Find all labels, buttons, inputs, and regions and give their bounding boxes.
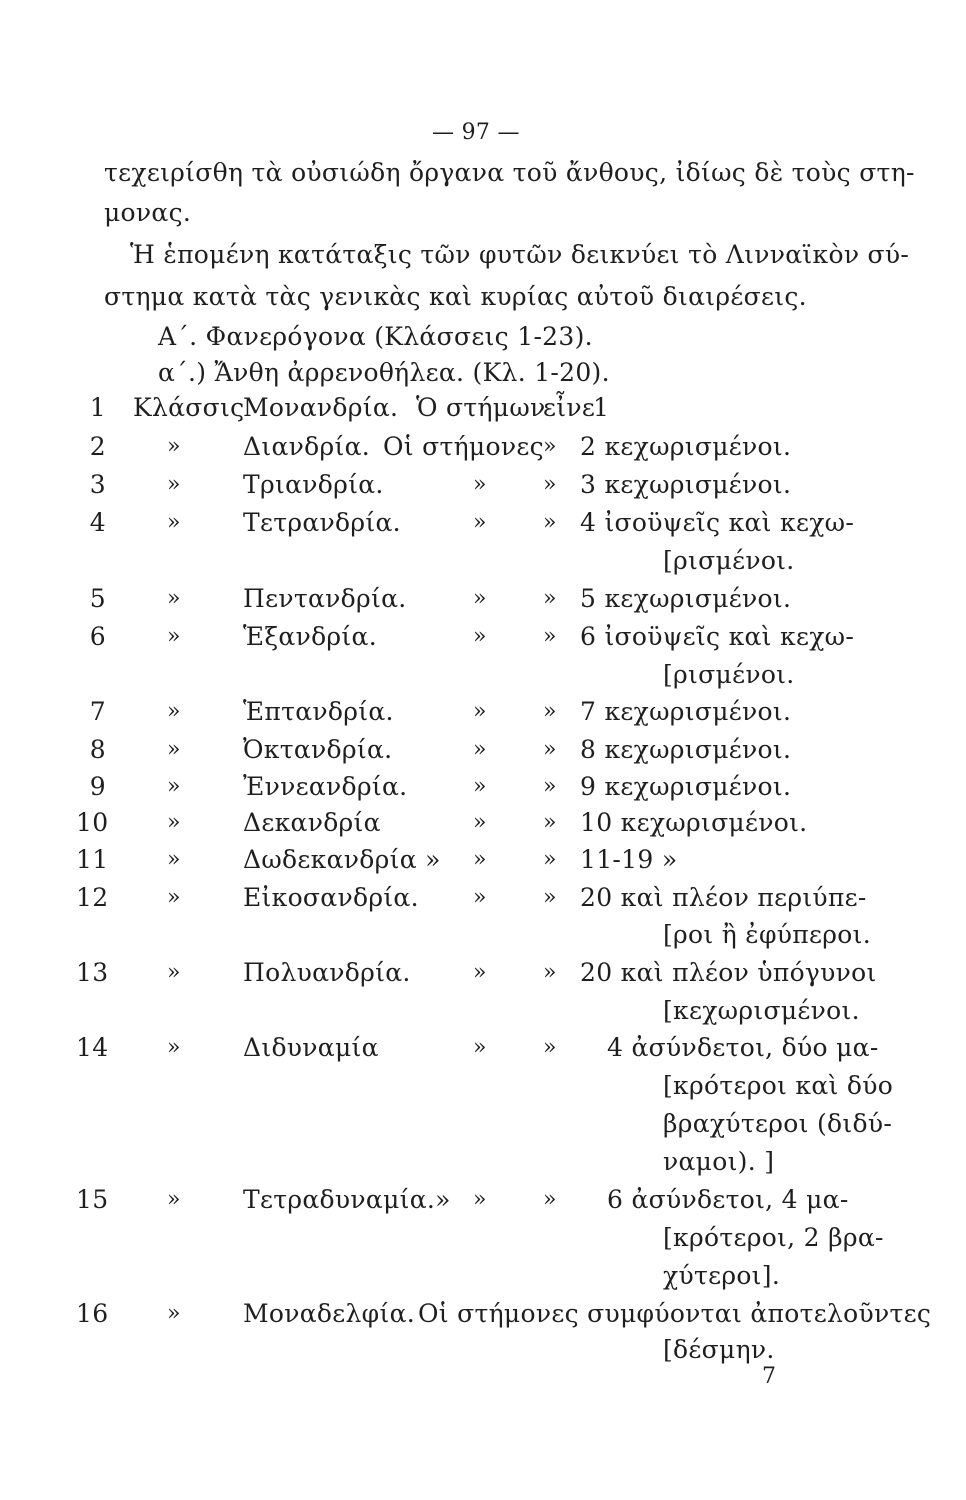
class-description: 5 κεχωρισμένοι. — [580, 584, 792, 613]
class-name: Εἰκοσανδρία. — [243, 883, 419, 912]
ditto-mark: » — [167, 810, 181, 835]
signature-mark: 7 — [762, 1364, 777, 1389]
ditto-mark: » — [543, 810, 557, 835]
ditto-mark: » — [473, 960, 487, 985]
ditto-mark: » — [543, 1187, 557, 1212]
ditto-mark: » — [473, 810, 487, 835]
class-name: Ἑπτανδρία. — [243, 697, 394, 726]
class-description: 20 καὶ πλέον περιύπε- — [580, 883, 867, 912]
ditto-mark: » — [543, 434, 557, 459]
class-number: 7 — [89, 697, 106, 726]
class-name: Τετραδυναμία.» — [243, 1185, 451, 1214]
ditto-mark: » — [543, 774, 557, 799]
ditto-mark: » — [543, 472, 557, 497]
ditto-mark: » — [473, 847, 487, 872]
class-description-continuation: [ρισμένοι. — [663, 546, 795, 575]
intro-line-4: στημα κατὰ τὰς γενικὰς καὶ κυρίας αὐτοῦ διαιρέσεις. — [104, 282, 807, 311]
class-description: 20 καὶ πλέον ὑπόγυνοι — [580, 958, 877, 987]
ditto-mark: » — [167, 510, 181, 535]
class-name: Ἐννεανδρία. — [243, 772, 408, 801]
class-description: 2 κεχωρισμένοι. — [580, 432, 792, 461]
class-number: 13 — [76, 958, 109, 987]
ditto-mark: » — [473, 510, 487, 535]
ditto-mark: » — [167, 472, 181, 497]
class-description: 3 κεχωρισμένοι. — [580, 470, 792, 499]
ditto-mark: » — [543, 885, 557, 910]
class-number: 4 — [89, 508, 106, 537]
ditto-mark: » — [473, 774, 487, 799]
class-word: Κλάσσις — [133, 393, 245, 422]
class-description: 4 ἀσύνδετοι, δύο μα- — [607, 1033, 879, 1062]
class-name: Διανδρία. — [243, 432, 371, 461]
ditto-mark: » — [543, 624, 557, 649]
ditto-mark: » — [473, 699, 487, 724]
ditto-mark: » — [167, 774, 181, 799]
class-number: 15 — [76, 1185, 109, 1214]
class-name: Μονανδρία. — [243, 393, 399, 422]
ditto-mark: » — [167, 699, 181, 724]
heading-hermaphrodite: α΄.) Ἄνθη ἀρρενοθήλεα. (Κλ. 1-20). — [158, 358, 610, 387]
class-number: 1 — [89, 393, 106, 422]
ditto-mark: » — [473, 586, 487, 611]
class-description: 9 κεχωρισμένοι. — [580, 772, 792, 801]
intro-line-3: Ἡ ἑπομένη κατάταξις τῶν φυτῶν δεικνύει τὸ Λινναϊκὸν σύ- — [130, 240, 910, 269]
ditto-mark: » — [543, 586, 557, 611]
class-number: 10 — [76, 808, 109, 837]
ditto-mark: » — [167, 1187, 181, 1212]
class-description: 4 ἰσοϋψεῖς καὶ κεχω- — [580, 508, 855, 537]
class-name: Ἑξανδρία. — [243, 622, 377, 651]
class-description-continuation: [ρισμένοι. — [663, 660, 795, 689]
class-description: 11-19 » — [580, 845, 678, 874]
ditto-mark: » — [543, 1035, 557, 1060]
page-number: — 97 — — [432, 120, 520, 145]
class-description: 7 κεχωρισμένοι. — [580, 697, 792, 726]
ditto-mark: » — [543, 847, 557, 872]
ditto-mark: » — [167, 737, 181, 762]
ditto-mark: » — [543, 510, 557, 535]
class-name: Διδυναμία — [243, 1033, 379, 1062]
stamen-label: Οἱ στήμονες — [383, 432, 544, 461]
ditto-mark: » — [543, 699, 557, 724]
ditto-mark: » — [167, 1035, 181, 1060]
heading-phanerogama: Α΄. Φανερόγονα (Κλάσσεις 1-23). — [158, 322, 593, 351]
ditto-mark: » — [167, 847, 181, 872]
class-description-continuation: ναμοι). ] — [663, 1147, 775, 1176]
class-name: Μοναδελφία. — [243, 1299, 416, 1328]
ditto-mark: » — [473, 1035, 487, 1060]
ditto-mark: » — [473, 472, 487, 497]
class-number: 3 — [89, 470, 106, 499]
ditto-mark: » — [473, 885, 487, 910]
class-description-continuation: [κρότεροι καὶ δύο — [663, 1071, 894, 1100]
ditto-mark: » — [167, 434, 181, 459]
class-number: 9 — [89, 772, 106, 801]
class-description-continuation: [κεχωρισμένοι. — [663, 996, 860, 1025]
class-description-continuation: χύτεροι]. — [663, 1261, 781, 1290]
stamen-label: Ὁ στήμων — [416, 393, 546, 422]
class-name: Τριανδρία. — [243, 470, 384, 499]
class-name: Τετρανδρία. — [243, 508, 401, 537]
class-name: Πεντανδρία. — [243, 584, 407, 613]
ditto-mark: » — [473, 1187, 487, 1212]
class-number: 6 — [89, 622, 106, 651]
class-number: 12 — [76, 883, 109, 912]
ditto-mark: » — [473, 737, 487, 762]
ditto-mark: » — [167, 1301, 181, 1326]
verb-label: εἶνε — [543, 393, 596, 422]
ditto-mark: » — [167, 624, 181, 649]
ditto-mark: » — [543, 960, 557, 985]
ditto-mark: » — [473, 624, 487, 649]
class-description: 6 ἰσοϋψεῖς καὶ κεχω- — [580, 622, 855, 651]
class-description: 6 ἀσύνδετοι, 4 μα- — [607, 1185, 849, 1214]
class-name: Δωδεκανδρία » — [243, 845, 441, 874]
ditto-mark: » — [167, 960, 181, 985]
class-number: 16 — [76, 1299, 109, 1328]
class-description-continuation: [ροι ἢ ἐφύπεροι. — [663, 920, 871, 949]
class-description-continuation: [δέσμην. — [663, 1335, 775, 1364]
class-description: Οἱ στήμονες συμφύονται ἀποτελοῦντες — [418, 1299, 932, 1328]
class-name: Πολυανδρία. — [243, 958, 411, 987]
class-description-continuation: βραχύτεροι (διδύ- — [663, 1109, 893, 1138]
intro-line-2: μονας. — [104, 198, 192, 227]
ditto-mark: » — [543, 737, 557, 762]
class-name: Δεκανδρία — [243, 808, 381, 837]
class-description-continuation: [κρότεροι, 2 βρα- — [663, 1223, 884, 1252]
class-description: 8 κεχωρισμένοι. — [580, 735, 792, 764]
ditto-mark: » — [167, 586, 181, 611]
class-number: 2 — [89, 432, 106, 461]
intro-line-1: τεχειρίσθη τὰ οὐσιώδη ὄργανα τοῦ ἄνθους, ἰδίως δὲ τοὺς στη- — [104, 158, 915, 187]
class-number: 14 — [76, 1033, 109, 1062]
class-name: Ὀκτανδρία. — [243, 735, 393, 764]
class-number: 8 — [89, 735, 106, 764]
class-number: 5 — [89, 584, 106, 613]
class-description: 1 — [593, 393, 610, 422]
class-number: 11 — [76, 845, 109, 874]
class-description: 10 κεχωρισμένοι. — [580, 808, 808, 837]
ditto-mark: » — [167, 885, 181, 910]
